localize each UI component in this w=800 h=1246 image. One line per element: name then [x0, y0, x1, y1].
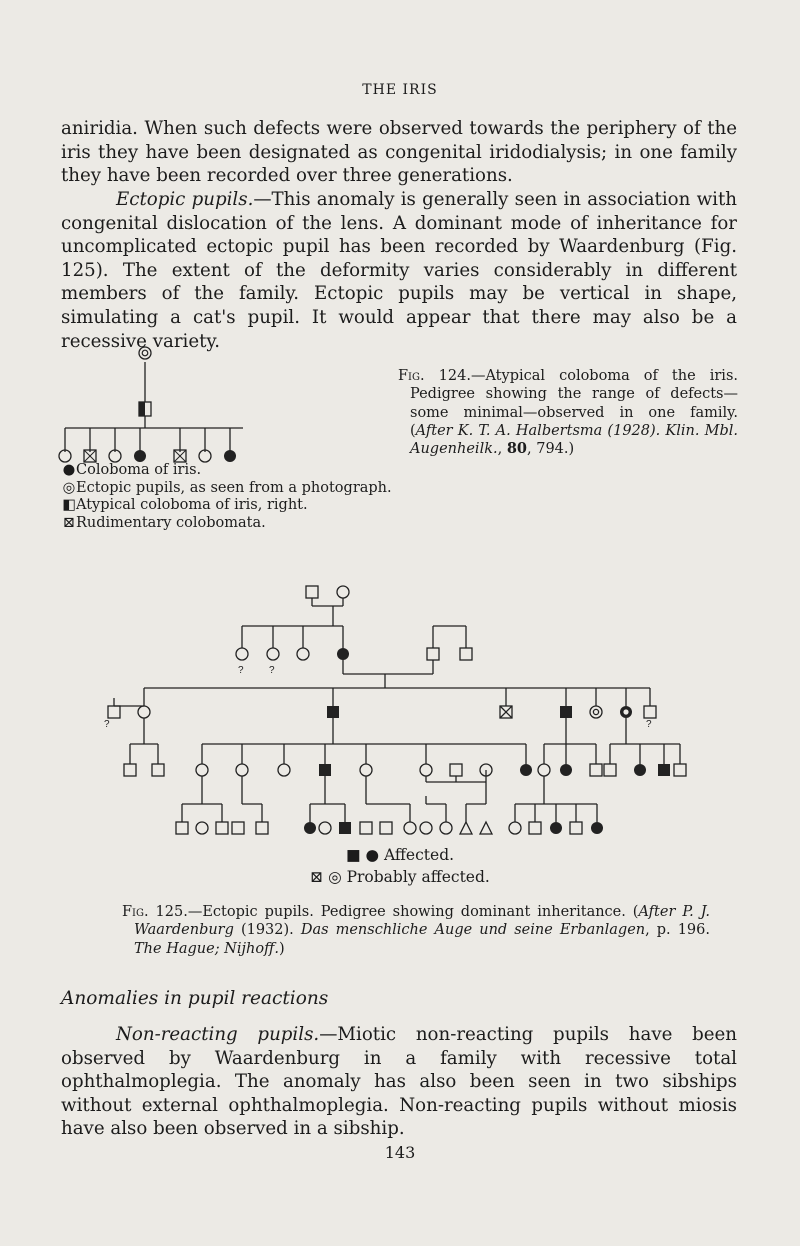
fig124-text: —Atypical coloboma of the iris. Pedigree showing the range of defects—some minimal—observed in one family. ( [410, 368, 738, 439]
paragraph-ectopic-pupils [61, 188, 737, 353]
legend-row [62, 480, 392, 498]
legend-symbol: ◎ [62, 479, 76, 496]
legend-symbol: ⊠ ◎ [310, 868, 342, 886]
non-reacting-lead: Non-reacting pupils. [116, 1024, 320, 1045]
legend-symbol: ⊠ [62, 514, 76, 531]
ectopic-pupils-lead: Ectopic pupils. [116, 189, 254, 210]
section-heading: Anomalies in pupil reactions [61, 988, 329, 1009]
fig125-text: —Ectopic pupils. Pedigree showing dominant inheritance. ( [187, 904, 639, 920]
unknown-mark: ? [238, 665, 244, 676]
legend-text: Affected. [384, 846, 455, 864]
legend-row [0, 866, 800, 888]
legend-text: Coloboma of iris. [76, 462, 202, 478]
legend-row [62, 515, 392, 533]
fig124-citation-end: , 794.) [527, 441, 575, 458]
legend-symbol: ■ ● [345, 846, 380, 864]
pedigree-fig124 [55, 340, 255, 465]
fig124-caption: Fig. 124.—Atypical coloboma of the iris. Pedigree showing the range of defects—some minimal—observed in one family. (After K. T. A. Halbertsma (1928). Klin. Mbl. Augenheilk., 80, 794.) [398, 368, 738, 458]
legend-symbol: ◧ [62, 497, 76, 513]
running-header: THE IRIS [362, 82, 438, 98]
paragraph-non-reacting-pupils [61, 1023, 737, 1141]
legend-text: Ectopic pupils, as seen from a photograph. [76, 479, 392, 496]
legend-symbol: ● [62, 462, 76, 478]
paragraph-aniridia: aniridia. When such defects were observed towards the periphery of the iris they have been designated as congenital iridodialysis; in one family they have been recorded over three generations. [61, 118, 737, 187]
fig125-caption [122, 903, 710, 958]
fig124-label: Fig. 124. [398, 368, 471, 384]
ectopic-pupil-symbol [139, 347, 151, 359]
fig125-legend [0, 844, 800, 888]
legend-row [62, 497, 392, 515]
fig124-volume: 80 [506, 440, 528, 458]
fig125-page: , p. 196. [645, 922, 710, 939]
fig125-citation-end: ) [278, 940, 285, 957]
fig124-legend [62, 462, 392, 532]
unknown-mark: ? [269, 665, 275, 676]
unknown-mark: ? [646, 719, 652, 730]
atypical-coloboma-symbol [139, 402, 151, 416]
unknown-mark: ? [104, 719, 110, 730]
fig125-label: Fig. 125. [122, 904, 188, 920]
fig125-citation-year: (1932). [233, 922, 301, 939]
legend-row [62, 462, 392, 480]
pedigree-fig125 [0, 580, 800, 840]
legend-text: Atypical coloboma of iris, right. [76, 497, 308, 513]
legend-row [0, 844, 800, 866]
fig124-citation: After K. T. A. Halbertsma (1928). Klin. Mbl. Augenheilk. [410, 422, 738, 458]
legend-text: Rudimentary colobomata. [76, 514, 266, 531]
fig125-publisher: The Hague; Nijhoff. [134, 940, 279, 957]
legend-text: Probably affected. [346, 868, 490, 886]
non-reacting-body: —Miotic non-reacting pupils have been observed by Waardenburg in a family with recessive total ophthalmoplegia. The anomaly has also been seen in two sibships without external ophthalmoplegia. Non-reacting pupils without miosis have also been observed in a sibship. [61, 1024, 737, 1140]
ectopic-pupils-body: —This anomaly is generally seen in association with congenital dislocation of the lens. A dominant mode of inheritance for uncomplicated ectopic pupil has been recorded by Waardenburg (Fig. 125). The extent of the deformity varies considerably in different members of the family. Ectopic pupils may be vertical in shape, simulating a cat's pupil. It would appear that there may also be a recessive variety. [61, 189, 737, 352]
fig125-citation: After P. J. Waardenburg [134, 904, 710, 939]
page-number: 143 [384, 1143, 416, 1162]
fig125-book-title: Das menschliche Auge und seine Erbanlagen [300, 922, 646, 939]
